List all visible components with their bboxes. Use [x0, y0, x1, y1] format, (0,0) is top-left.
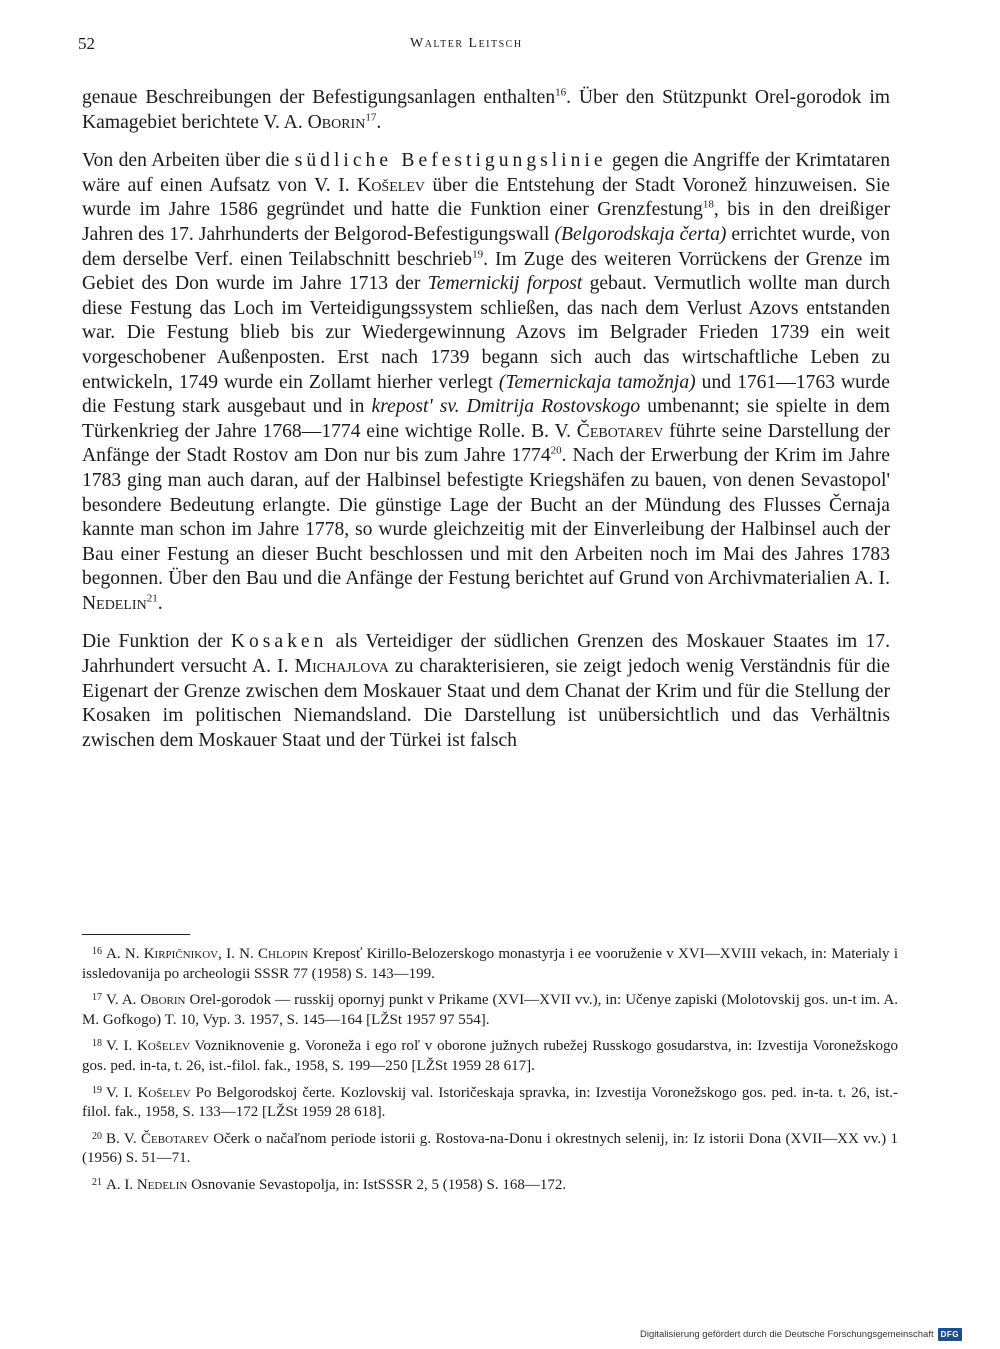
italic-term: (Temernickaja tamožnja) [498, 371, 696, 393]
footnote-number: 21 [92, 1176, 102, 1188]
footnote-ref[interactable]: 19 [472, 248, 484, 261]
paragraph-2: Von den Arbeiten über die südliche Befestigungslinie gegen die Angriffe der Krimtataren wäre auf einen Aufsatz von V. I. Košelev über die Entstehung der Stadt Voronež hinzuweisen. Sie wurde im Jahre 1586 gegründet und hatte die Funktion einer Grenzfestung$^{18}$, bis in den dreißiger Jahren des 17. Jahrhunderts der Belgorod-Befestigungswall (Belgorodskaja čerta) errichtet wurde, von dem derselbe Verf. einen Teilabschnitt beschrieb$^{19}$. Im Zuge des weiteren Vorrückens der Grenze im Gebiet des Don wurde im Jahre 1713 der Temernickij forpost gebaut. Vermutlich wollte man durch diese Festung das Loch im Verteidigungssystem schließen, das nach dem Verlust Azovs entstanden war. Die Festung blieb bis zur Wiedergewinnung Azovs im Belgrader Frieden 1739 ein weit vorgeschobener Außenposten. Erst nach 1739 begann sich auch das wirtschaftliche Leben zu entwickeln, 1749 wurde ein Zollamt hierher verlegt (Temernickaja tamožnja) und 1761—1763 wurde die Festung stark ausgebaut und in krepost' sv. Dmitrija Rostovskogo umbenannt; sie spielte in dem Türkenkrieg der Jahre 1768—1774 eine wichtige Rolle. B. V. Čebotarev führte seine Darstellung der Anfänge der Stadt Rostov am Don nur bis zum Jahre 1774$^{20}$. Nach der Erwerbung der Krim im Jahre 1783 ging man auch daran, auf der Halbinsel befestigte Kriegshäfen zu bauen, von denen Sevastopol' besondere Bedeutung erlangte. Die günstige Lage der Bucht an der Mündung des Flusses Černaja kannte man schon im Jahre 1778, so wurde gleichzeitig mit der Einverleibung der Halbinsel auch der Bau einer Festung an dieser Bucht beschlossen und mit den Arbeiten noch im Mai des Jahres 1783 begonnen. Über den Bau und die Anfänge der Festung berichtet auf Grund von Archivmaterialien A. I. Nedelin$^{21}$. [82, 150, 891, 614]
footnote-author: B. V. Čebotarev [106, 1130, 209, 1147]
footnote-author: A. I. Nedelin [106, 1176, 188, 1193]
running-head: Walter Leitsch [410, 36, 523, 51]
author-name: Oborin [307, 111, 366, 133]
page-header [78, 34, 890, 60]
author-name: Košelev [357, 174, 425, 196]
dfg-logo-icon: DFG [938, 1328, 962, 1341]
emphasis-spaced: Kosaken [230, 631, 328, 653]
footnote: $^{21}$ A. I. Nedelin Osnovanie Sevastopolja, in: IstSSSR 2, 5 (1958) S. 168—172. [92, 1176, 567, 1193]
credit-text: Digitalisierung gefördert durch die Deutsche Forschungsgemeinschaft [640, 1329, 934, 1340]
page-number: 52 [78, 34, 95, 53]
paragraph-1: genaue Beschreibungen der Befestigungsanlagen enthalten$^{16}$. Über den Stützpunkt Orel-gorodok im Kamagebiet berichtete V. A. Oborin$^{17}$. [82, 86, 891, 133]
footnote: $^{20}$ B. V. Čebotarev Očerk o načaľnom periode istorii g. Rostova-na-Donu i okrestnych selenij, in: Iz istorii Dona (XVII—XX vv.) 1 (1956) S. 51—71. [82, 1130, 899, 1167]
paragraph-3: Die Funktion der Kosaken als Verteidiger der südlichen Grenzen des Moskauer Staates im 17. Jahrhundert versucht A. I. Michajlova zu charakterisieren, sie zeigt jedoch wenig Verständnis für die Eigenart der Grenze zwischen dem Moskauer Staat und dem Chanat der Krim und für die Stellung der Kosaken im politischen Niemandsland. Die Darstellung ist unübersichtlich und das Verhältnis zwischen dem Moskauer Staat und der Türkei ist falsch [82, 631, 891, 751]
footnotes [82, 942, 898, 1200]
footnote-author: V. I. Košelev [106, 1038, 190, 1055]
digitization-credit [640, 1328, 962, 1341]
footnote: $^{17}$ V. A. Oborin Orel-gorodok — russkij opornyj punkt v Prikame (XVI—XVII vv.), in: Učenye zapiski (Molotovskij gos. un-t im. A. M. Gofkogo) T. 10, Vyp. 3. 1957, S. 145—164 [LŽSt 1957 97 554]. [82, 992, 898, 1028]
footnote-number: 20 [92, 1130, 102, 1142]
footnote: $^{16}$ A. N. Kirpičnikov, I. N. Chlopin Kreposť Kirillo-Belozerskogo monastyrja i ee vooruženie v XVI—XVIII vekach, in: Materialy i issledovanija po archeologii SSSR 77 (1958) S. 143—199. [82, 946, 898, 982]
footnote-ref[interactable]: 20 [550, 444, 562, 457]
italic-term: (Belgorodskaja čerta) [554, 223, 727, 245]
footnote-number: 19 [92, 1084, 102, 1096]
footnote-author: A. N. Kirpičnikov, I. N. Chlopin [106, 946, 309, 962]
footnote-ref[interactable]: 18 [702, 198, 714, 211]
emphasis-spaced: südliche Befestigungslinie [294, 150, 607, 172]
footnote: $^{18}$ V. I. Košelev Vozniknovenie g. Voroneža i ego roľ v oborone južnych rubežej Russkogo gosudarstva, in: Izvestija Voronežskogo gos. ped. in-ta, t. 26, ist.-filol. fak., 1958, S. 199—250 [LŽSt 1959 28 617]. [82, 1038, 898, 1074]
footnote-ref[interactable]: 21 [146, 592, 158, 605]
author-name: Čebotarev [576, 420, 664, 442]
footnote-number: 18 [92, 1038, 102, 1050]
footnote: $^{19}$ V. I. Košelev Po Belgorodskoj čerte. Kozlovskij val. Istoričeskaja spravka, in: Izvestija Voronežskogo gos. ped. in-ta. t. 26, ist.-filol. fak., 1958, S. 133—172 [LŽSt 1959 28 618]. [82, 1084, 898, 1121]
author-name: Nedelin [82, 592, 147, 614]
footnote-ref[interactable]: 16 [555, 86, 567, 99]
footnote-number: 16 [92, 946, 102, 957]
footnote-author: V. I. Košelev [106, 1084, 191, 1101]
italic-term: krepost' sv. Dmitrija Rostovskogo [371, 396, 641, 418]
footnote-author: V. A. Oborin [106, 992, 186, 1009]
footnote-number: 17 [92, 992, 102, 1004]
footnote-separator [82, 934, 190, 935]
author-name: Michajlova [294, 656, 389, 678]
body-text [82, 86, 890, 767]
italic-term: Temernickij forpost [427, 273, 583, 295]
footnote-ref[interactable]: 17 [365, 111, 377, 124]
